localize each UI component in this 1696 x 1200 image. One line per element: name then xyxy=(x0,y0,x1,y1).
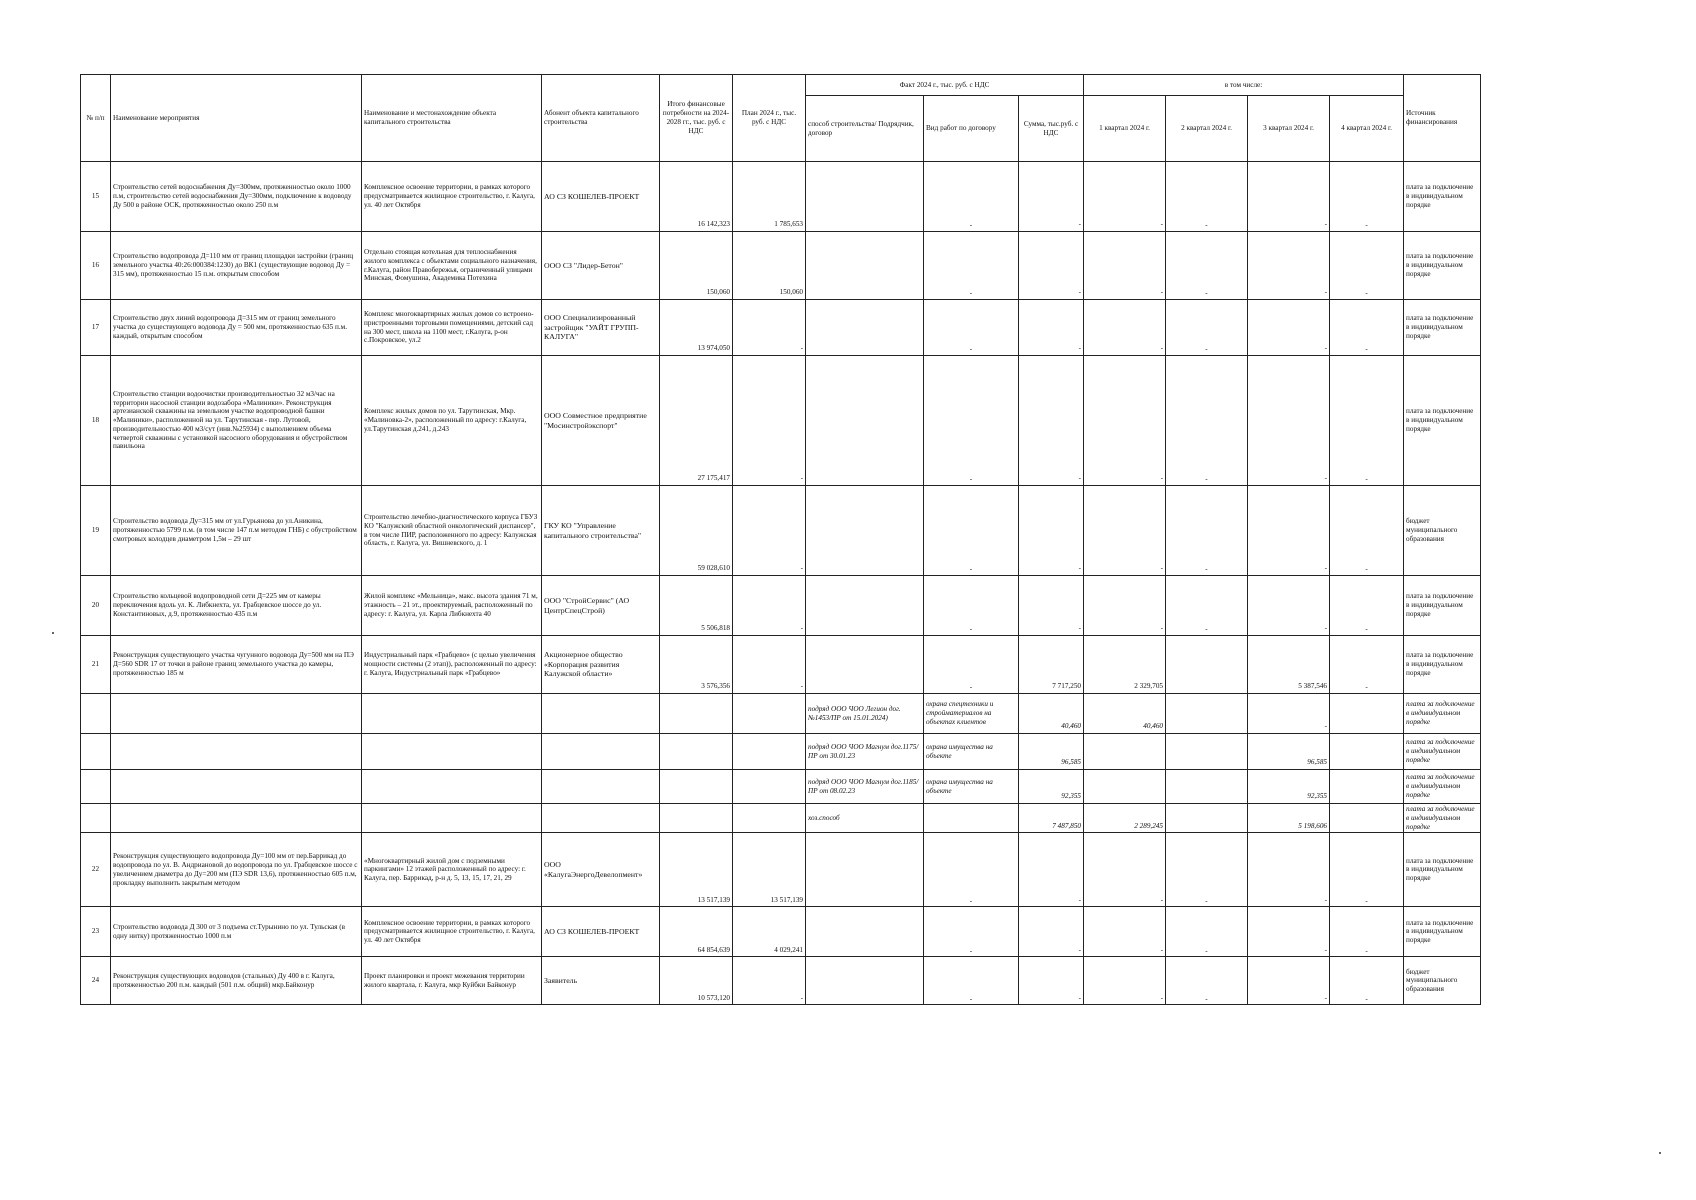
row-number: 22 xyxy=(81,833,111,907)
plan-2024-value: - xyxy=(733,356,806,486)
empty-cell xyxy=(660,734,733,770)
object-description: Проект планировки и проект межевания территории жилого квартала, г. Калуга, мкр Куйбки Байконур xyxy=(362,957,542,1005)
q2-value: - xyxy=(1166,232,1248,300)
object-description: Комплекс многоквартирных жилых домов со встроено-пристроенными торговыми помещениями, детский сад на 300 мест, школа на 1100 мест, г.Калуга, р-он с.Покровское, ул.2 xyxy=(362,300,542,356)
total-need-value: 3 576,356 xyxy=(660,636,733,694)
fact-sum-value: - xyxy=(1019,907,1084,957)
funding-source: плата за подключение в индивидуальном порядке xyxy=(1404,356,1481,486)
contract-funding-source: плата за подключение в индивидуальном порядке xyxy=(1404,804,1481,833)
q3-value: - xyxy=(1248,232,1330,300)
subscriber-name: ООО "СтройСервис" (АО ЦентрСпецСтрой) xyxy=(542,576,660,636)
method-cell xyxy=(806,907,924,957)
contract-funding-source: плата за подключение в индивидуальном порядке xyxy=(1404,770,1481,804)
fact-sum-value: - xyxy=(1019,356,1084,486)
header-q1: 1 квартал 2024 г. xyxy=(1084,96,1166,162)
table-row xyxy=(81,833,1638,907)
fact-sum-value: - xyxy=(1019,232,1084,300)
q1-value: - xyxy=(1084,576,1166,636)
subscriber-name: Заявитель xyxy=(542,957,660,1005)
object-description: Комплексное освоение территории, в рамках которого предусматривается жилищное строительство, г. Калуга, ул. 40 лет Октября xyxy=(362,162,542,232)
table-header xyxy=(81,75,1638,162)
table-row xyxy=(81,232,1638,300)
method-cell xyxy=(806,162,924,232)
q4-value: - xyxy=(1330,833,1404,907)
q4-value: - xyxy=(1330,957,1404,1005)
event-description: Строительство водопровода Д=110 мм от границ площадки застройки (границ земельного участка 40:26:000384:1230) до ВК1 (существующие водовод Ду = 315 мм), протяженностью 15 п.м. открытым способом xyxy=(111,232,362,300)
object-description: Строительство лечебно-диагностического корпуса ГБУЗ КО "Калужский областной онкологический диспансер", в том числе ПИР, расположенного по адресу: Калужская область, г. Калуга, ул. Вишневского, д. 1 xyxy=(362,486,542,576)
contract-sum-value: 96,585 xyxy=(1019,734,1084,770)
q1-value: - xyxy=(1084,833,1166,907)
contract-sum-value: 7 487,850 xyxy=(1019,804,1084,833)
total-need-value: 16 142,323 xyxy=(660,162,733,232)
q1-value: 2 329,705 xyxy=(1084,636,1166,694)
empty-cell xyxy=(542,734,660,770)
header-sum: Сумма, тыс.руб. с НДС xyxy=(1019,96,1084,162)
q1-value: - xyxy=(1084,356,1166,486)
row-number: 20 xyxy=(81,576,111,636)
q2-value: - xyxy=(1166,300,1248,356)
q2-value: - xyxy=(1166,907,1248,957)
row-number: 23 xyxy=(81,907,111,957)
table-row xyxy=(81,300,1638,356)
work-type-cell: - xyxy=(924,907,1019,957)
header-plan: План 2024 г., тыс. руб. с НДС xyxy=(733,75,806,162)
work-type-cell: - xyxy=(924,232,1019,300)
table-body xyxy=(81,162,1638,1005)
contract-work-type: охрана имущества на объекте xyxy=(924,734,1019,770)
contractor-contract: подряд ООО ЧОО Магнум дог.1185/ПР от 08.02.23 xyxy=(806,770,924,804)
fact-sum-value: - xyxy=(1019,162,1084,232)
contract-work-type: охрана спецтехники и стройматериалов на объектах клиентов xyxy=(924,694,1019,734)
q3-value: - xyxy=(1248,907,1330,957)
plan-2024-value: 150,060 xyxy=(733,232,806,300)
event-description: Реконструкция существующего водопровода Ду=100 мм от пер.Баррикад до водопровода по ул. В. Андриановой до водопровода по ул. Грабцевское шоссе с увеличением диаметра до Ду=200 мм (ПЭ SDR 13,6), протяженностью 605 п.м, прокладку выполнить закрытым методом xyxy=(111,833,362,907)
event-description: Строительство двух линий водопровода Д=315 мм от границ земельного участка до существующего водовода Ду = 500 мм, протяженностью 635 п.м. каждый, открытым способом xyxy=(111,300,362,356)
empty-cell xyxy=(111,694,362,734)
funding-source: плата за подключение в индивидуальном порядке xyxy=(1404,576,1481,636)
q3-value: - xyxy=(1248,957,1330,1005)
event-description: Реконструкция существующего участка чугунного водовода Ду=500 мм на ПЭ Д=560 SDR 17 от точки в районе границ земельного участка до камеры, протяженностью 185 м xyxy=(111,636,362,694)
object-description: Комплекс жилых домов по ул. Тарутинская, Мкр. «Малиновка-2», расположенный по адресу: г.Калуга, ул.Тарутинская д.241, д.243 xyxy=(362,356,542,486)
header-work: Вид работ по договору xyxy=(924,96,1019,162)
total-need-value: 13 974,050 xyxy=(660,300,733,356)
q3-value: - xyxy=(1248,162,1330,232)
q4-value: - xyxy=(1330,232,1404,300)
empty-cell xyxy=(660,804,733,833)
contract-subrow xyxy=(81,770,1638,804)
total-need-value: 10 573,120 xyxy=(660,957,733,1005)
row-number: 19 xyxy=(81,486,111,576)
contract-q4-value xyxy=(1330,804,1404,833)
table-row xyxy=(81,636,1638,694)
empty-cell xyxy=(362,694,542,734)
row-number: 17 xyxy=(81,300,111,356)
contract-subrow xyxy=(81,804,1638,833)
fact-sum-value: - xyxy=(1019,486,1084,576)
event-description: Строительство сетей водоснабжения Ду=300мм, протяженностью около 1000 п.м, строительство сетей водоснабжения Ду=300мм, подключение к водоводу Ду 500 в районе ОСК, протяженностью около 250 п.м xyxy=(111,162,362,232)
method-cell xyxy=(806,957,924,1005)
q4-value: - xyxy=(1330,907,1404,957)
q4-value: - xyxy=(1330,576,1404,636)
event-description: Реконструкция существующих водоводов (стальных) Ду 400 в г. Калуга, протяженностью 200 п.м. каждый (501 п.м. общий) мкр.Байконур xyxy=(111,957,362,1005)
subscriber-name: ООО СЗ "Лидер-Бетон" xyxy=(542,232,660,300)
method-cell xyxy=(806,300,924,356)
contract-q2-value xyxy=(1166,694,1248,734)
method-cell xyxy=(806,486,924,576)
q3-value: - xyxy=(1248,486,1330,576)
q4-value: - xyxy=(1330,300,1404,356)
empty-cell xyxy=(542,804,660,833)
subscriber-name: Акционерное общество «Корпорация развития Калужской области» xyxy=(542,636,660,694)
contract-sum-value: 40,460 xyxy=(1019,694,1084,734)
header-q3: 3 квартал 2024 г. xyxy=(1248,96,1330,162)
contract-q2-value xyxy=(1166,770,1248,804)
q3-value: - xyxy=(1248,576,1330,636)
fact-sum-value: - xyxy=(1019,833,1084,907)
total-need-value: 64 854,639 xyxy=(660,907,733,957)
empty-cell xyxy=(660,770,733,804)
fact-sum-value: - xyxy=(1019,576,1084,636)
contract-subrow xyxy=(81,734,1638,770)
row-number: 16 xyxy=(81,232,111,300)
header-method: способ строительства/ Подрядчик, договор xyxy=(806,96,924,162)
contract-q1-value xyxy=(1084,770,1166,804)
empty-cell xyxy=(81,770,111,804)
total-need-value: 27 175,417 xyxy=(660,356,733,486)
q3-value: - xyxy=(1248,356,1330,486)
funding-source: плата за подключение в индивидуальном порядке xyxy=(1404,907,1481,957)
contract-funding-source: плата за подключение в индивидуальном порядке xyxy=(1404,734,1481,770)
q4-value: - xyxy=(1330,486,1404,576)
empty-cell xyxy=(733,804,806,833)
contractor-contract: подряд ООО ЧОО Легион дог.№1453/ПР от 15.01.2024) xyxy=(806,694,924,734)
total-need-value: 13 517,139 xyxy=(660,833,733,907)
subscriber-name: АО СЗ КОШЕЛЕВ-ПРОЕКТ xyxy=(542,162,660,232)
q1-value: - xyxy=(1084,486,1166,576)
q1-value: - xyxy=(1084,957,1166,1005)
q3-value: - xyxy=(1248,833,1330,907)
q1-value: - xyxy=(1084,907,1166,957)
subscriber-name: АО СЗ КОШЕЛЕВ-ПРОЕКТ xyxy=(542,907,660,957)
q2-value: - xyxy=(1166,162,1248,232)
contract-sum-value: 92,355 xyxy=(1019,770,1084,804)
total-need-value: 59 028,610 xyxy=(660,486,733,576)
contractor-contract: хоз.способ xyxy=(806,804,924,833)
object-description: Отдельно стоящая котельная для теплоснабжения жилого комплекса с объектами социального назначения, г.Калуга, район Правобережья, ограниченный улицами Минская, Фомушина, Академика Потехина xyxy=(362,232,542,300)
plan-2024-value: - xyxy=(733,957,806,1005)
q2-value: - xyxy=(1166,957,1248,1005)
total-need-value: 150,060 xyxy=(660,232,733,300)
contract-work-type xyxy=(924,804,1019,833)
contract-q3-value: - xyxy=(1248,694,1330,734)
q2-value: - xyxy=(1166,576,1248,636)
q2-value: - xyxy=(1166,833,1248,907)
empty-cell xyxy=(81,734,111,770)
empty-cell xyxy=(81,804,111,833)
empty-cell xyxy=(362,734,542,770)
work-type-cell: - xyxy=(924,833,1019,907)
subscriber-name: ООО Совместное предприятие "Мосинстройэкспорт" xyxy=(542,356,660,486)
object-description: Жилой комплекс «Мельница», макс. высота здания 71 м, этажность – 21 эт., проектируемый, расположенный по адресу: г. Калуга, ул. Карла Либкнехта 40 xyxy=(362,576,542,636)
empty-cell xyxy=(733,694,806,734)
contract-q1-value: 2 289,245 xyxy=(1084,804,1166,833)
q2-value: - xyxy=(1166,356,1248,486)
subscriber-name: ГКУ КО "Управление капитального строительства" xyxy=(542,486,660,576)
header-object: Наименование и местонахождение объекта капитального строительства xyxy=(362,75,542,162)
subscriber-name: ООО «КалугаЭнергоДевелопмент» xyxy=(542,833,660,907)
plan-2024-value: 1 785,653 xyxy=(733,162,806,232)
table-row xyxy=(81,957,1638,1005)
work-type-cell: - xyxy=(924,576,1019,636)
funding-source: плата за подключение в индивидуальном порядке xyxy=(1404,300,1481,356)
event-description: Строительство водовода Ду=315 мм от ул.Гурьянова до ул.Аникина, протяженностью 5799 п.м. (в том числе 147 п.м методом ГНБ) с обустройством смотровых колодцев диаметром 1,5м – 29 шт xyxy=(111,486,362,576)
table-row xyxy=(81,486,1638,576)
row-number: 24 xyxy=(81,957,111,1005)
contract-q3-value: 96,585 xyxy=(1248,734,1330,770)
empty-cell xyxy=(111,734,362,770)
table-row xyxy=(81,162,1638,232)
contract-q1-value: 40,460 xyxy=(1084,694,1166,734)
contract-q2-value xyxy=(1166,804,1248,833)
object-description: «Многоквартирный жилой дом с подземными паркингами» 12 этажей расположенный по адресу: г. Калуга, пер. Баррикад, р-н д. 5, 13, 15, 17, 21, 29 xyxy=(362,833,542,907)
total-need-value: 5 506,818 xyxy=(660,576,733,636)
plan-2024-value: 13 517,139 xyxy=(733,833,806,907)
plan-2024-value: 4 029,241 xyxy=(733,907,806,957)
work-type-cell: - xyxy=(924,162,1019,232)
row-number: 18 xyxy=(81,356,111,486)
funding-source: плата за подключение в индивидуальном порядке xyxy=(1404,636,1481,694)
funding-source: бюджет муниципального образования xyxy=(1404,486,1481,576)
q4-value: - xyxy=(1330,356,1404,486)
q1-value: - xyxy=(1084,162,1166,232)
header-fact-group: Факт 2024 г., тыс. руб. с НДС xyxy=(806,75,1084,96)
method-cell xyxy=(806,576,924,636)
object-description: Индустриальный парк «Грабцево» (с целью увеличения мощности системы (2 этап)), расположенный по адресу: г. Калуга, Индустриальный парк «Грабцево» xyxy=(362,636,542,694)
header-event: Наименование мероприятия xyxy=(111,75,362,162)
header-total: Итого финансовые потребности на 2024-2028 гг., тыс. руб. с НДС xyxy=(660,75,733,162)
scan-speck xyxy=(1659,1152,1661,1154)
empty-cell xyxy=(660,694,733,734)
table-row xyxy=(81,356,1638,486)
fact-sum-value: - xyxy=(1019,957,1084,1005)
q4-value: - xyxy=(1330,636,1404,694)
subscriber-name: ООО Специализированный застройщик "УАЙТ ГРУПП-КАЛУГА" xyxy=(542,300,660,356)
row-number: 21 xyxy=(81,636,111,694)
empty-cell xyxy=(542,694,660,734)
work-type-cell: - xyxy=(924,356,1019,486)
funding-source: плата за подключение в индивидуальном порядке xyxy=(1404,833,1481,907)
contract-funding-source: плата за подключение в индивидуальном порядке xyxy=(1404,694,1481,734)
plan-2024-value: - xyxy=(733,636,806,694)
empty-cell xyxy=(542,770,660,804)
contract-q3-value: 5 198,606 xyxy=(1248,804,1330,833)
event-description: Строительство станции водоочистки производительностью 32 м3/час на территории насосной станции водозабора «Малиники». Реконструкция артезианской скважины на земельном участке водопроводной башни «Малиники», расположенной на ул. Тарутинская - пер. Лутовой, производительностью 400 м3/сут (инв.№25934) с выполнением объема четвертой скважины с установкой насосного оборудования и обустройством павильона xyxy=(111,356,362,486)
header-subscriber: Абонент объекта капитального строительства xyxy=(542,75,660,162)
header-incl-group: в том числе: xyxy=(1084,75,1404,96)
empty-cell xyxy=(362,804,542,833)
header-q2: 2 квартал 2024 г. xyxy=(1166,96,1248,162)
plan-2024-value: - xyxy=(733,300,806,356)
empty-cell xyxy=(81,694,111,734)
table-row xyxy=(81,907,1638,957)
empty-cell xyxy=(111,804,362,833)
method-cell xyxy=(806,636,924,694)
event-description: Строительство водовода Д 300 от 3 подъема ст.Турынино по ул. Тульская (в одну нитку) протяженностью 1000 п.м xyxy=(111,907,362,957)
funding-source: плата за подключение в индивидуальном порядке xyxy=(1404,162,1481,232)
method-cell xyxy=(806,356,924,486)
header-q4: 4 квартал 2024 г. xyxy=(1330,96,1404,162)
q1-value: - xyxy=(1084,300,1166,356)
contract-subrow xyxy=(81,694,1638,734)
object-description: Комплексное освоение территории, в рамках которого предусматривается жилищное строительство, г. Калуга, ул. 40 лет Октября xyxy=(362,907,542,957)
contract-q1-value xyxy=(1084,734,1166,770)
empty-cell xyxy=(111,770,362,804)
contract-q4-value xyxy=(1330,694,1404,734)
contract-q3-value: 92,355 xyxy=(1248,770,1330,804)
work-type-cell: - xyxy=(924,636,1019,694)
work-type-cell: - xyxy=(924,300,1019,356)
q1-value: - xyxy=(1084,232,1166,300)
event-description: Строительство кольцевой водопроводной сети Д=225 мм от камеры переключения вдоль ул. К. Либкнехта, ул. Грабцевское шоссе до ул. Константиновых, д.9, протяженностью 435 п.м xyxy=(111,576,362,636)
header-source: Источник финансирования xyxy=(1404,75,1481,162)
q2-value xyxy=(1166,636,1248,694)
funding-source: плата за подключение в индивидуальном порядке xyxy=(1404,232,1481,300)
method-cell xyxy=(806,833,924,907)
q3-value: 5 387,546 xyxy=(1248,636,1330,694)
work-type-cell: - xyxy=(924,486,1019,576)
work-type-cell: - xyxy=(924,957,1019,1005)
q2-value: - xyxy=(1166,486,1248,576)
investment-program-sheet xyxy=(80,74,1637,1005)
contractor-contract: подряд ООО ЧОО Магнум дог.1175/ПР от 30.01.23 xyxy=(806,734,924,770)
plan-2024-value: - xyxy=(733,576,806,636)
empty-cell xyxy=(733,734,806,770)
empty-cell xyxy=(733,770,806,804)
q4-value: - xyxy=(1330,162,1404,232)
empty-cell xyxy=(362,770,542,804)
contract-q2-value xyxy=(1166,734,1248,770)
header-no: № п/п xyxy=(81,75,111,162)
contract-q4-value xyxy=(1330,734,1404,770)
program-table xyxy=(80,74,1638,1005)
funding-source: бюджет муниципального образования xyxy=(1404,957,1481,1005)
plan-2024-value: - xyxy=(733,486,806,576)
q3-value: - xyxy=(1248,300,1330,356)
scan-speck xyxy=(52,632,54,634)
method-cell xyxy=(806,232,924,300)
contract-work-type: охрана имущества на объекте xyxy=(924,770,1019,804)
fact-sum-value: - xyxy=(1019,300,1084,356)
row-number: 15 xyxy=(81,162,111,232)
contract-q4-value xyxy=(1330,770,1404,804)
fact-sum-value: 7 717,250 xyxy=(1019,636,1084,694)
table-row xyxy=(81,576,1638,636)
